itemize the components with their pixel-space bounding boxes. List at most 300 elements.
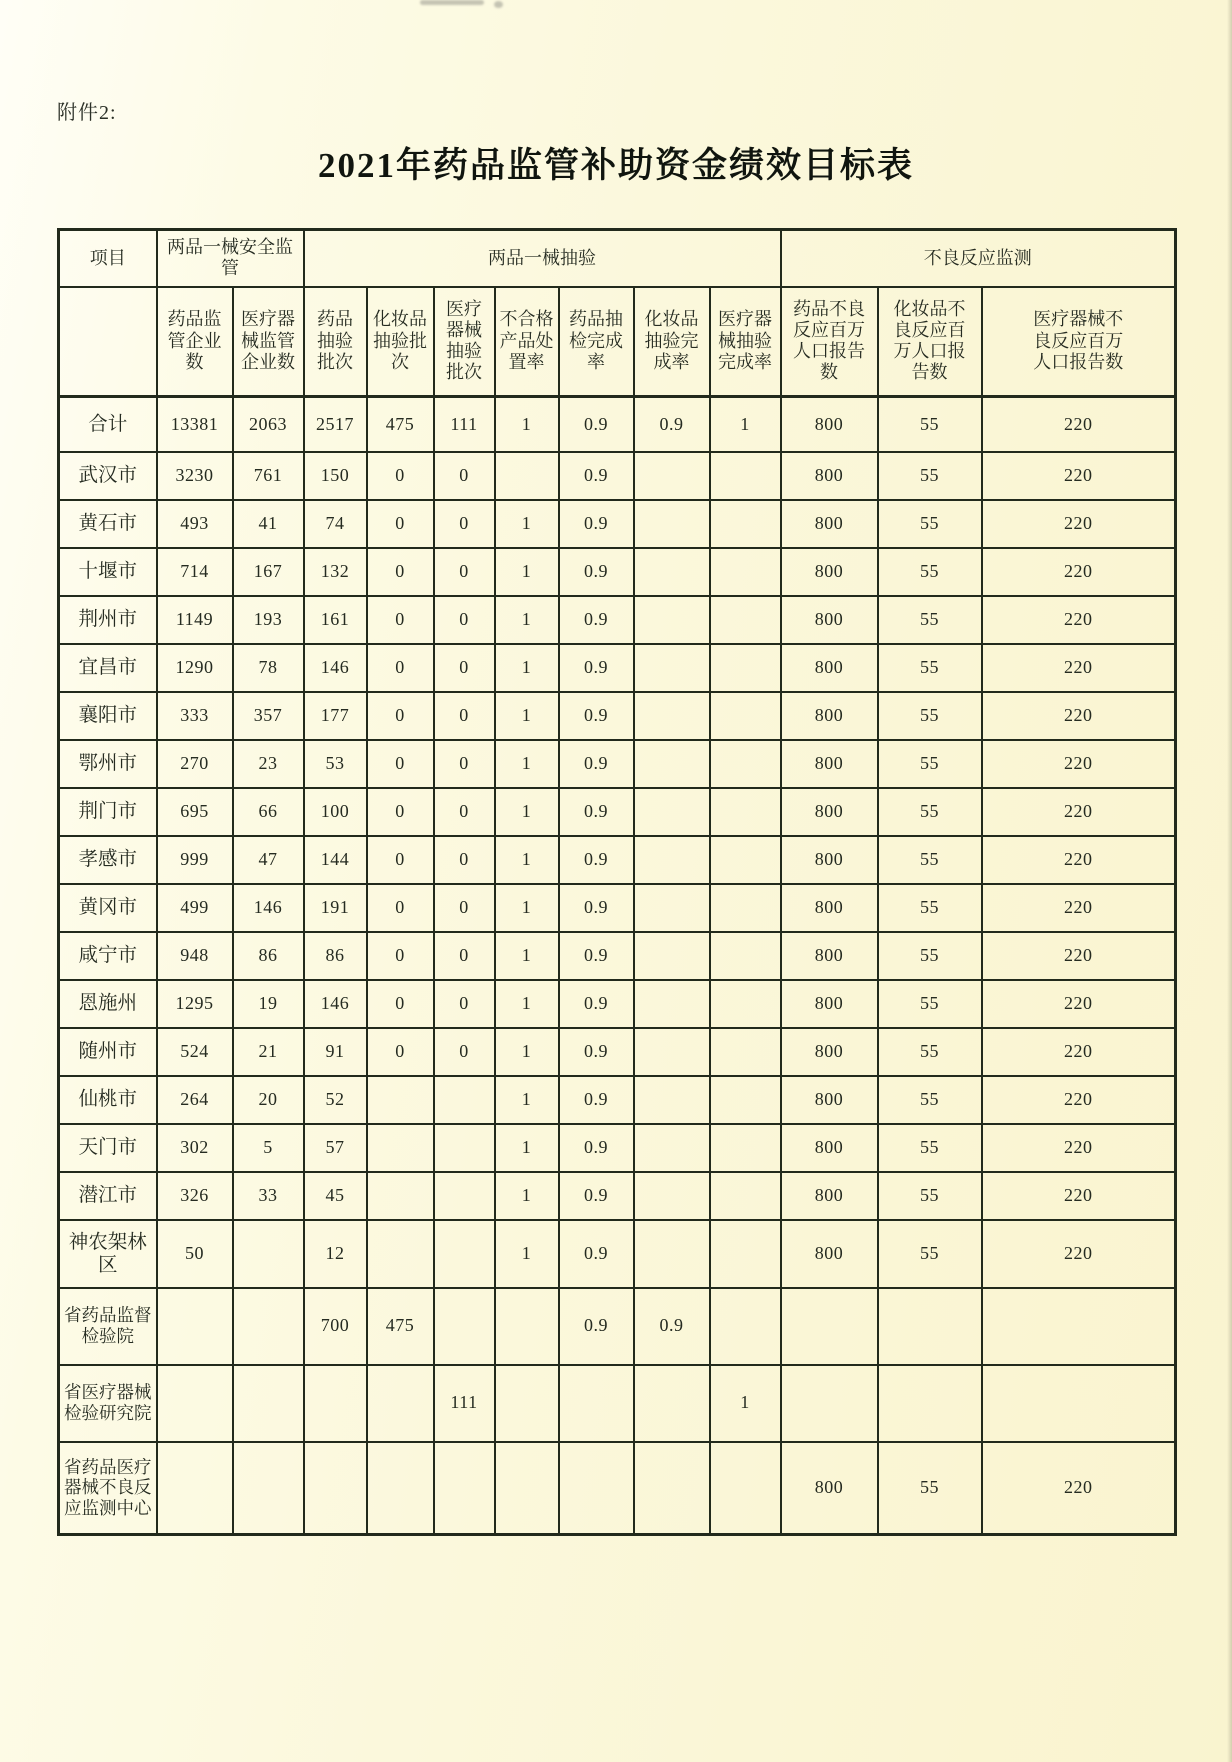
row-label: 神农架林区 [59,1220,157,1288]
cell [710,1220,781,1288]
cell: 41 [233,500,304,548]
performance-target-table [57,228,1177,1536]
cell: 55 [878,836,982,884]
column-header: 不合格产品处置率 [495,287,559,397]
cell: 0 [367,980,434,1028]
cell: 55 [878,548,982,596]
column-header: 医疗器械抽验批次 [434,287,495,397]
cell [434,1076,495,1124]
cell: 220 [982,1124,1176,1172]
cell [710,548,781,596]
cell: 220 [982,1172,1176,1220]
column-header: 化妆品抽验批次 [367,287,434,397]
cell: 800 [781,596,878,644]
table-row [59,788,1176,836]
row-label: 荆门市 [59,788,157,836]
cell: 0 [367,548,434,596]
cell [304,1442,367,1535]
cell: 0 [434,980,495,1028]
cell [157,1365,233,1442]
table-row [59,397,1176,452]
row-label: 武汉市 [59,452,157,500]
cell: 493 [157,500,233,548]
cell: 12 [304,1220,367,1288]
cell: 800 [781,500,878,548]
cell [710,596,781,644]
cell: 220 [982,596,1176,644]
cell: 0.9 [559,548,634,596]
row-label: 黄冈市 [59,884,157,932]
cell: 264 [157,1076,233,1124]
cell [367,1076,434,1124]
cell: 0.9 [559,1028,634,1076]
cell: 800 [781,1442,878,1535]
column-header: 药品抽检完成率 [559,287,634,397]
cell: 0 [367,740,434,788]
cell [878,1365,982,1442]
row-label: 荆州市 [59,596,157,644]
table-row [59,1076,1176,1124]
cell: 800 [781,1124,878,1172]
cell: 1 [495,692,559,740]
column-header: 药品抽验批次 [304,287,367,397]
cell [710,836,781,884]
cell: 0.9 [559,500,634,548]
cell: 55 [878,452,982,500]
cell: 55 [878,1220,982,1288]
cell: 0 [434,692,495,740]
cell: 714 [157,548,233,596]
cell: 800 [781,1172,878,1220]
cell: 1 [495,1028,559,1076]
cell: 0 [367,1028,434,1076]
cell [710,788,781,836]
cell: 55 [878,596,982,644]
cell: 0 [367,692,434,740]
cell [710,1076,781,1124]
cell [233,1220,304,1288]
cell [634,644,710,692]
cell [233,1365,304,1442]
cell [634,500,710,548]
cell: 132 [304,548,367,596]
table-row [59,740,1176,788]
cell: 55 [878,397,982,452]
cell: 55 [878,1076,982,1124]
cell [634,836,710,884]
cell: 800 [781,644,878,692]
cell: 74 [304,500,367,548]
cell: 150 [304,452,367,500]
cell: 302 [157,1124,233,1172]
table-row [59,500,1176,548]
cell: 1 [495,1220,559,1288]
cell [233,1288,304,1365]
cell: 1295 [157,980,233,1028]
column-header: 医疗器械监管企业数 [233,287,304,397]
cell: 19 [233,980,304,1028]
cell [634,740,710,788]
cell: 800 [781,1076,878,1124]
cell: 177 [304,692,367,740]
cell: 800 [781,836,878,884]
cell: 326 [157,1172,233,1220]
cell: 800 [781,1028,878,1076]
cell: 0.9 [559,932,634,980]
cell: 66 [233,788,304,836]
cell: 1 [495,980,559,1028]
cell: 220 [982,1442,1176,1535]
cell [634,692,710,740]
cell [710,884,781,932]
cell: 220 [982,500,1176,548]
cell: 0 [434,884,495,932]
cell: 146 [304,644,367,692]
cell [710,1442,781,1535]
column-header: 药品不良反应百万人口报告数 [781,287,878,397]
cell [710,980,781,1028]
cell: 1 [495,500,559,548]
cell: 52 [304,1076,367,1124]
cell: 220 [982,452,1176,500]
cell: 1 [495,596,559,644]
cell: 475 [367,397,434,452]
group-header-adverse-reaction-monitoring: 不良反应监测 [781,230,1176,287]
cell [634,1365,710,1442]
cell: 800 [781,932,878,980]
cell: 0.9 [559,788,634,836]
cell [634,1172,710,1220]
cell: 0.9 [559,644,634,692]
row-label: 黄石市 [59,500,157,548]
cell: 167 [233,548,304,596]
cell: 100 [304,788,367,836]
table-row [59,596,1176,644]
cell: 55 [878,644,982,692]
column-header: 化妆品抽验完成率 [634,287,710,397]
cell: 55 [878,500,982,548]
cell [434,1442,495,1535]
cell: 270 [157,740,233,788]
cell: 800 [781,692,878,740]
cell: 45 [304,1172,367,1220]
cell: 1290 [157,644,233,692]
row-label: 省药品医疗器械不良反应监测中心 [59,1442,157,1535]
cell [634,932,710,980]
cell: 55 [878,740,982,788]
row-label: 咸宁市 [59,932,157,980]
page-title: 2021年药品监管补助资金绩效目标表 [317,146,914,185]
cell: 1 [710,1365,781,1442]
cell: 0.9 [634,1288,710,1365]
cell: 1 [495,1076,559,1124]
cell: 220 [982,1028,1176,1076]
cell: 0 [434,500,495,548]
cell: 524 [157,1028,233,1076]
cell: 357 [233,692,304,740]
cell [982,1365,1176,1442]
cell: 475 [367,1288,434,1365]
cell: 1 [495,884,559,932]
cell: 0 [367,932,434,980]
cell: 2063 [233,397,304,452]
cell: 0 [367,452,434,500]
cell: 111 [434,397,495,452]
cell: 21 [233,1028,304,1076]
cell: 55 [878,1172,982,1220]
row-label: 鄂州市 [59,740,157,788]
table-body [59,397,1176,1535]
column-header: 医疗器械不良反应百万人口报告数 [982,287,1176,397]
table-row [59,1028,1176,1076]
cell [434,1124,495,1172]
cell: 0 [367,644,434,692]
cell: 800 [781,452,878,500]
cell: 55 [878,932,982,980]
cell: 55 [878,980,982,1028]
cell [710,1172,781,1220]
cell [982,1288,1176,1365]
column-header: 医疗器械抽验完成率 [710,287,781,397]
cell: 499 [157,884,233,932]
cell [559,1365,634,1442]
table-row [59,1172,1176,1220]
cell: 1149 [157,596,233,644]
table-row [59,692,1176,740]
cell: 1 [495,932,559,980]
cell: 948 [157,932,233,980]
row-label: 仙桃市 [59,1076,157,1124]
cell [634,596,710,644]
cell: 999 [157,836,233,884]
cell [710,1124,781,1172]
cell [710,500,781,548]
cell: 55 [878,1124,982,1172]
cell [634,548,710,596]
cell: 1 [495,836,559,884]
cell: 1 [495,1124,559,1172]
cell: 0 [367,788,434,836]
cell: 146 [304,980,367,1028]
cell: 1 [495,740,559,788]
cell: 1 [710,397,781,452]
cell: 5 [233,1124,304,1172]
cell [781,1365,878,1442]
row-label: 省医疗器械检验研究院 [59,1365,157,1442]
cell: 13381 [157,397,233,452]
cell: 33 [233,1172,304,1220]
table-row [59,1288,1176,1365]
cell: 146 [233,884,304,932]
empty-corner-cell [59,287,157,397]
cell: 3230 [157,452,233,500]
cell: 800 [781,980,878,1028]
cell [634,1124,710,1172]
cell [367,1124,434,1172]
cell [434,1220,495,1288]
cell [495,1365,559,1442]
cell: 191 [304,884,367,932]
cell [710,932,781,980]
cell [495,1442,559,1535]
cell: 220 [982,884,1176,932]
table-row [59,836,1176,884]
cell: 220 [982,548,1176,596]
cell: 0.9 [559,596,634,644]
cell: 0.9 [559,1076,634,1124]
cell: 0 [434,452,495,500]
table-row [59,1220,1176,1288]
cell [367,1220,434,1288]
row-label: 潜江市 [59,1172,157,1220]
cell: 220 [982,836,1176,884]
cell [559,1442,634,1535]
cell: 695 [157,788,233,836]
cell: 0.9 [559,452,634,500]
cell: 220 [982,644,1176,692]
cell: 220 [982,932,1176,980]
cell [304,1365,367,1442]
cell [710,644,781,692]
cell: 0 [367,596,434,644]
cell: 111 [434,1365,495,1442]
cell: 55 [878,788,982,836]
cell: 800 [781,884,878,932]
cell: 220 [982,740,1176,788]
cell: 20 [233,1076,304,1124]
cell: 0 [434,548,495,596]
cell: 700 [304,1288,367,1365]
cell: 0.9 [634,397,710,452]
cell [710,692,781,740]
cell: 1 [495,548,559,596]
cell: 0 [434,596,495,644]
cell: 91 [304,1028,367,1076]
cell [710,1028,781,1076]
cell: 144 [304,836,367,884]
cell: 0 [434,644,495,692]
row-label: 恩施州 [59,980,157,1028]
cell: 47 [233,836,304,884]
cell: 0.9 [559,740,634,788]
cell: 761 [233,452,304,500]
cell: 1 [495,1172,559,1220]
attachment-label: 附件2: [57,102,117,124]
row-label: 孝感市 [59,836,157,884]
cell [434,1172,495,1220]
cell: 0 [367,500,434,548]
row-label: 合计 [59,397,157,452]
cell: 0.9 [559,1288,634,1365]
cell: 55 [878,1028,982,1076]
column-header: 化妆品不良反应百万人口报告数 [878,287,982,397]
cell [233,1442,304,1535]
cell [634,1220,710,1288]
cell [710,1288,781,1365]
cell [634,452,710,500]
cell: 50 [157,1220,233,1288]
cell: 161 [304,596,367,644]
cell: 220 [982,980,1176,1028]
cell [434,1288,495,1365]
cell: 0.9 [559,836,634,884]
cell: 0.9 [559,397,634,452]
group-header-safety-supervision: 两品一械安全监管 [157,230,304,287]
cell: 0 [434,932,495,980]
cell: 800 [781,397,878,452]
cell: 23 [233,740,304,788]
cell: 0.9 [559,1220,634,1288]
cell: 1 [495,397,559,452]
cell: 86 [304,932,367,980]
cell: 55 [878,692,982,740]
cell [495,1288,559,1365]
cell: 220 [982,1220,1176,1288]
cell: 55 [878,884,982,932]
cell [710,740,781,788]
cell [634,980,710,1028]
cell: 86 [233,932,304,980]
cell [495,452,559,500]
cell: 800 [781,548,878,596]
cell [710,452,781,500]
corner-header: 项目 [59,230,157,287]
cell: 220 [982,397,1176,452]
cell: 220 [982,1076,1176,1124]
row-label: 襄阳市 [59,692,157,740]
row-label: 随州市 [59,1028,157,1076]
cell: 55 [878,1442,982,1535]
cell [634,1076,710,1124]
cell [367,1442,434,1535]
group-header-sampling-inspection: 两品一械抽验 [304,230,781,287]
table-row [59,932,1176,980]
cell: 0.9 [559,692,634,740]
cell: 0 [434,836,495,884]
cell: 0 [434,1028,495,1076]
cell: 220 [982,788,1176,836]
row-label: 天门市 [59,1124,157,1172]
table-row [59,452,1176,500]
cell: 800 [781,1220,878,1288]
table-row [59,1442,1176,1535]
header-columns-row [59,287,1176,397]
cell: 2517 [304,397,367,452]
cell [157,1288,233,1365]
table-row [59,980,1176,1028]
row-label: 宜昌市 [59,644,157,692]
table-row [59,548,1176,596]
cell: 57 [304,1124,367,1172]
cell [781,1288,878,1365]
scan-artifact [494,1,503,8]
cell [634,884,710,932]
table-row [59,644,1176,692]
cell [157,1442,233,1535]
cell: 800 [781,788,878,836]
cell: 53 [304,740,367,788]
table-row [59,1365,1176,1442]
column-header: 药品监管企业数 [157,287,233,397]
cell: 220 [982,692,1176,740]
cell [634,1442,710,1535]
row-label: 省药品监督检验院 [59,1288,157,1365]
table-row [59,1124,1176,1172]
cell: 0.9 [559,1124,634,1172]
row-label: 十堰市 [59,548,157,596]
cell: 0.9 [559,884,634,932]
cell [367,1365,434,1442]
